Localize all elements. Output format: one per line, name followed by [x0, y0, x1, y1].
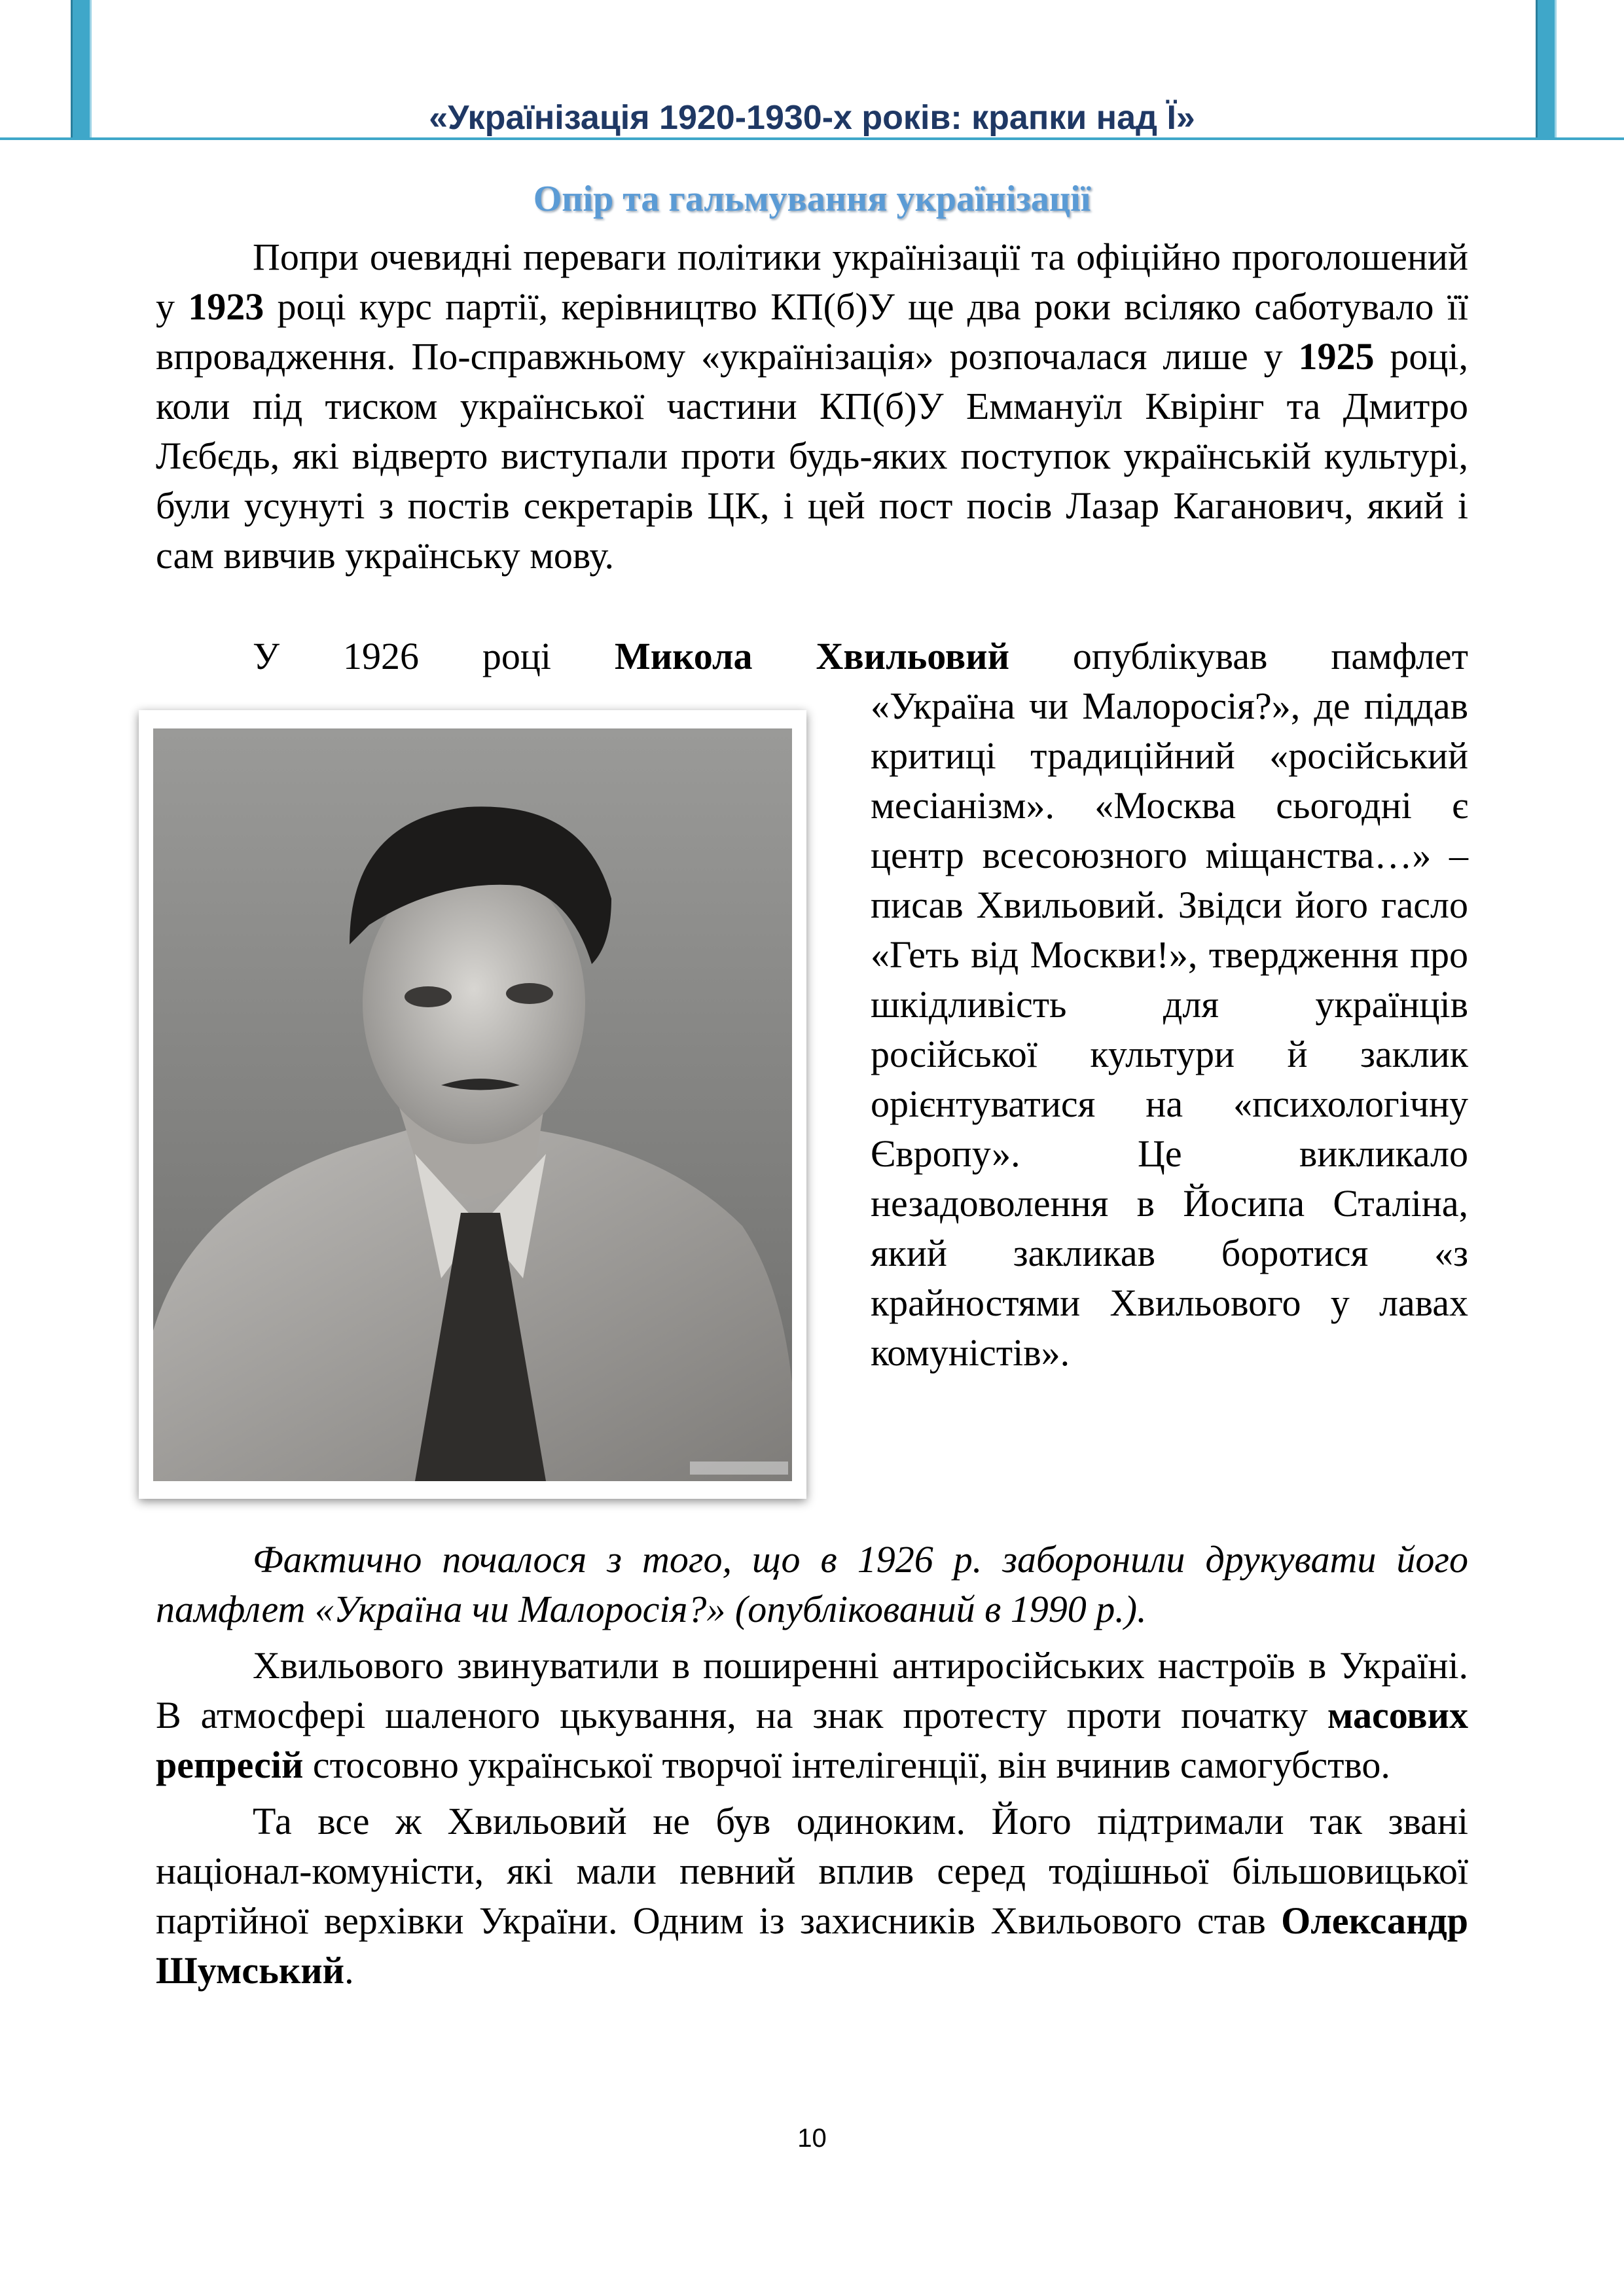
paragraph-4: Хвильового звинуватили в поширенні антиросійських настроїв в Україні. В атмосфері шаленого цькування, на знак протесту проти початку масових репресій стосовно української творчої інтелігенції, він вчинив самогубство.: [156, 1644, 1468, 1786]
paragraph-2-lead: У 1926 році Микола Хвильовий опублікував памфлет: [253, 635, 1468, 677]
side-text-column: «Україна чи Малоросія?», де піддав критиці традиційний «російський месіанізм». «Москва сьогодні є центр всесоюзного міщанства…» – писав Хвильовий. Звідси його гасло «Геть від Москви!», твердження про шкідливість для українців російської культури й заклик орієнтуватися на «психологічну Європу». Це викликало незадоволення в Йосипа Сталіна, який закликав боротися «з крайностями Хвильового у лавах комуністів».: [871, 685, 1468, 1374]
page-number: 10: [797, 2124, 827, 2153]
portrait-image: [153, 728, 792, 1481]
italic-paragraph: Фактично почалося з того, що в 1926 р. заборонили друкувати його памфлет «Україна чи Малоросія?» (опублікований в 1990 р.).: [156, 1538, 1468, 1630]
paragraph-5: Та все ж Хвильовий не був одиноким. Його підтримали так звані націонал-комуністи, які мали певний вплив серед тодішньої більшовицької партійної верхівки України. Одним із захисників Хвильового став Олександр Шумський.: [156, 1800, 1468, 1992]
header-rule: [0, 137, 1624, 140]
running-header-title: «Українізація 1920-1930-х років: крапки над Ї»: [429, 99, 1195, 137]
lower-paragraphs: [156, 1535, 1468, 1996]
portrait-photo: [139, 710, 806, 1499]
paragraph-1: Попри очевидні переваги політики українізації та офіційно проголошений у 1923 році курс партії, керівництво КП(б)У ще два роки всіляко саботувало її впровадження. По-справжньому «українізація» розпочалася лише у 1925 році, коли під тиском української частини КП(б)У Еммануїл Квірінг та Дмитро Лєбєдь, які відверто виступали проти будь-яких поступок українській культурі, були усунуті з постів секретарів ЦК, і цей пост посів Лазар Каганович, який і сам вивчив українську мову.: [156, 236, 1469, 577]
section-title: Опір та гальмування українізації: [533, 179, 1091, 219]
